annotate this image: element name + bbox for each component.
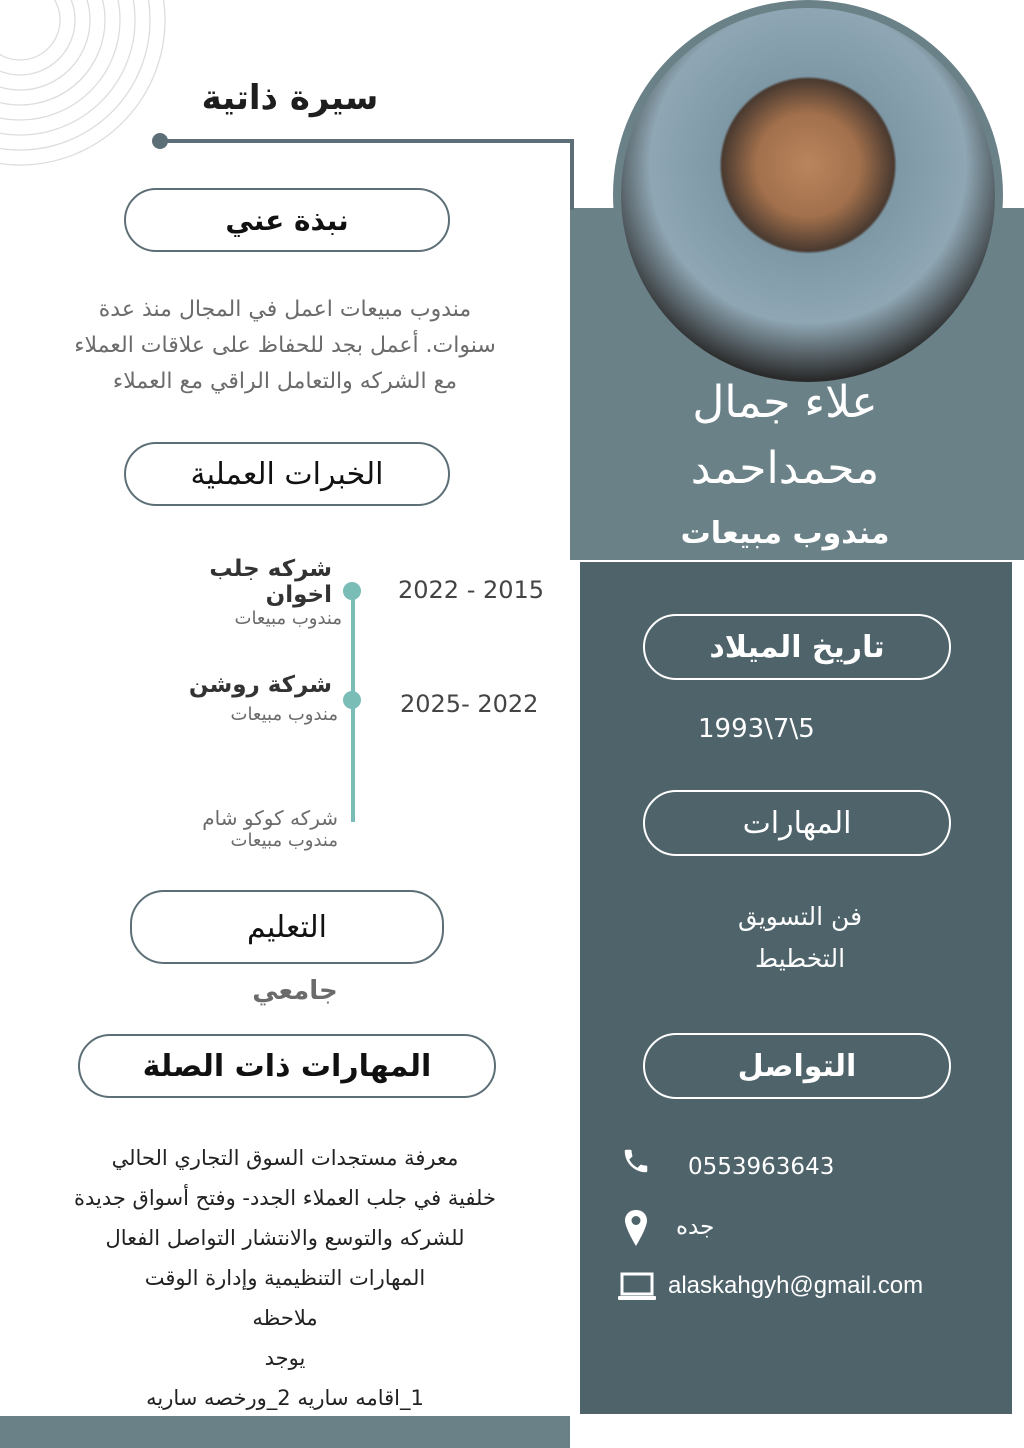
job-title: مندوب مبيعات bbox=[680, 516, 890, 551]
experience-period: 2022 - 2015 bbox=[398, 576, 545, 604]
email[interactable]: alaskahgyh@gmail.com bbox=[668, 1272, 924, 1299]
birth-value: 1993\7\5 bbox=[698, 714, 815, 744]
phone-number[interactable]: 0553963643 bbox=[688, 1154, 835, 1180]
footer-strip bbox=[0, 1416, 570, 1448]
timeline-dot bbox=[343, 691, 361, 709]
related-skills-heading: المهارات ذات الصلة bbox=[78, 1034, 496, 1098]
birth-heading: تاريخ الميلاد bbox=[643, 614, 951, 680]
experience-heading: الخبرات العملية bbox=[124, 442, 450, 506]
decorative-arcs bbox=[0, 0, 170, 175]
education-heading: التعليم bbox=[130, 890, 444, 964]
about-text: مندوب مبيعات اعمل في المجال منذ عدة سنوات. أعمل بجد للحفاظ على علاقات العملاء مع الشركه والتعامل الراقي مع العملاء bbox=[74, 297, 496, 394]
location: جده bbox=[676, 1214, 715, 1240]
education-value: جامعي bbox=[252, 976, 338, 1006]
related-skills-text: معرفة مستجدات السوق التجاري الحالي خلفية في جلب العملاء الجدد- وفتح أسواق جديدة للشركه والتوسع والانتشار التواصل الفعال المهارات التنظيمية وإدارة الوقت ملاحظه يوجد 1_اقامه ساريه 2_ورخصه ساريه bbox=[74, 1146, 496, 1410]
about-heading: نبذة عني bbox=[124, 188, 450, 252]
map-pin-icon bbox=[624, 1210, 648, 1246]
profile-name: علاء جمال محمداحمد bbox=[690, 377, 880, 494]
experience-item: شركه كوكو شام مندوب مبيعات bbox=[202, 806, 338, 851]
experience-item: شركه جلب اخوان مندوب مبيعات bbox=[209, 556, 342, 629]
laptop-icon bbox=[618, 1272, 656, 1302]
skills-heading: المهارات bbox=[643, 790, 951, 856]
phone-icon bbox=[620, 1146, 652, 1176]
experience-item: شركة روشن مندوب مبيعات bbox=[188, 672, 338, 725]
timeline-dot bbox=[343, 582, 361, 600]
profile-photo bbox=[613, 0, 1003, 390]
contact-heading: التواصل bbox=[643, 1033, 951, 1099]
experience-period: 2025- 2022 bbox=[400, 690, 539, 718]
page-title: سيرة ذاتية bbox=[201, 78, 379, 118]
skills-list: فن التسويق التخطيط bbox=[737, 902, 863, 973]
